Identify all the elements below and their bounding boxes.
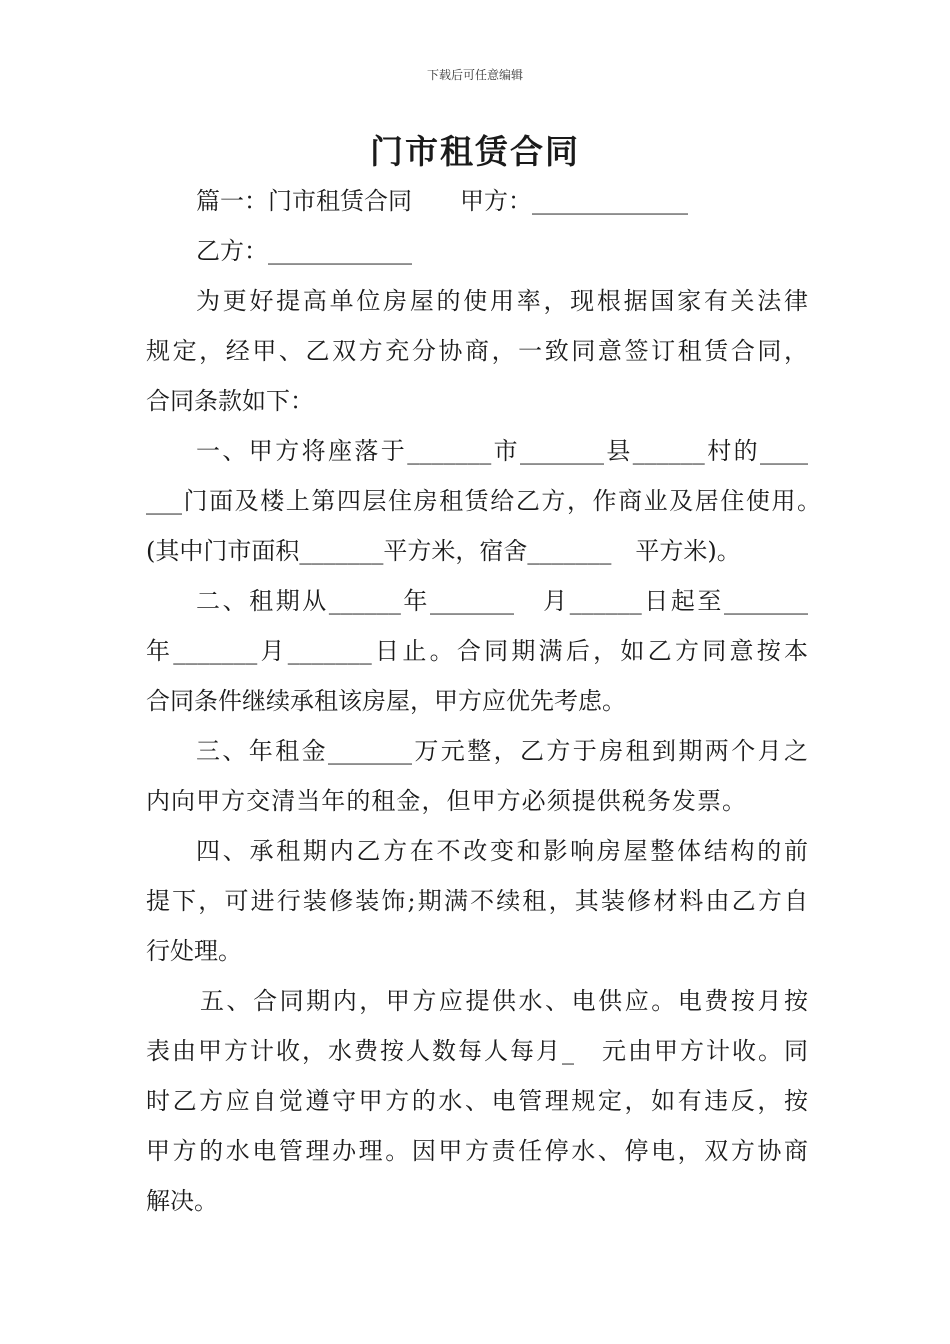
doc-line: 五、合同期内，甲方应提供水、电供应。电费按月按: [200, 987, 808, 1015]
doc-line: 合同条件继续承租该房屋，甲方应优先考虑。: [146, 687, 626, 715]
doc-line: 时乙方应自觉遵守甲方的水、电管理规定，如有违反，按: [146, 1087, 808, 1115]
doc-line: ___门面及楼上第四层住房租赁给乙方，作商业及居住使用。: [146, 487, 821, 515]
document-title: 门市租赁合同: [370, 132, 580, 171]
doc-line: 合同条款如下：: [146, 387, 314, 415]
doc-line: 二、租期从______年_______ 月______日起至_______: [196, 587, 808, 615]
doc-line: 行处理。: [146, 937, 242, 965]
header-note: 下载后可任意编辑: [426, 68, 523, 82]
doc-line: 为更好提高单位房屋的使用率，现根据国家有关法律: [196, 287, 808, 315]
doc-line: 四、承租期内乙方在不改变和影响房屋整体结构的前: [196, 837, 808, 865]
doc-line: 解决。: [146, 1187, 218, 1215]
doc-line: 提下，可进行装修装饰;期满不续租，其装修材料由乙方自: [146, 887, 808, 915]
doc-line: 表由甲方计收，水费按人数每人每月_ 元由甲方计收。同: [146, 1037, 808, 1065]
doc-line: 规定，经甲、乙双方充分协商，一致同意签订租赁合同，: [146, 337, 808, 365]
doc-line: 甲方的水电管理办理。因甲方责任停水、停电，双方协商: [146, 1137, 808, 1165]
doc-line: 内向甲方交清当年的租金，但甲方必须提供税务发票。: [146, 787, 746, 815]
doc-line: 年_______月_______日止。合同期满后，如乙方同意按本: [146, 637, 808, 665]
doc-line: 乙方：____________: [196, 237, 412, 265]
doc-line: 篇一：门市租赁合同 甲方：_____________: [196, 187, 688, 215]
doc-line: 一、甲方将座落于_______市_______县______村的____: [196, 437, 808, 465]
doc-line: 三、年租金_______万元整，乙方于房租到期两个月之: [196, 737, 808, 765]
doc-line: (其中门市面积_______平方米，宿舍_______ 平方米)。: [146, 537, 741, 565]
